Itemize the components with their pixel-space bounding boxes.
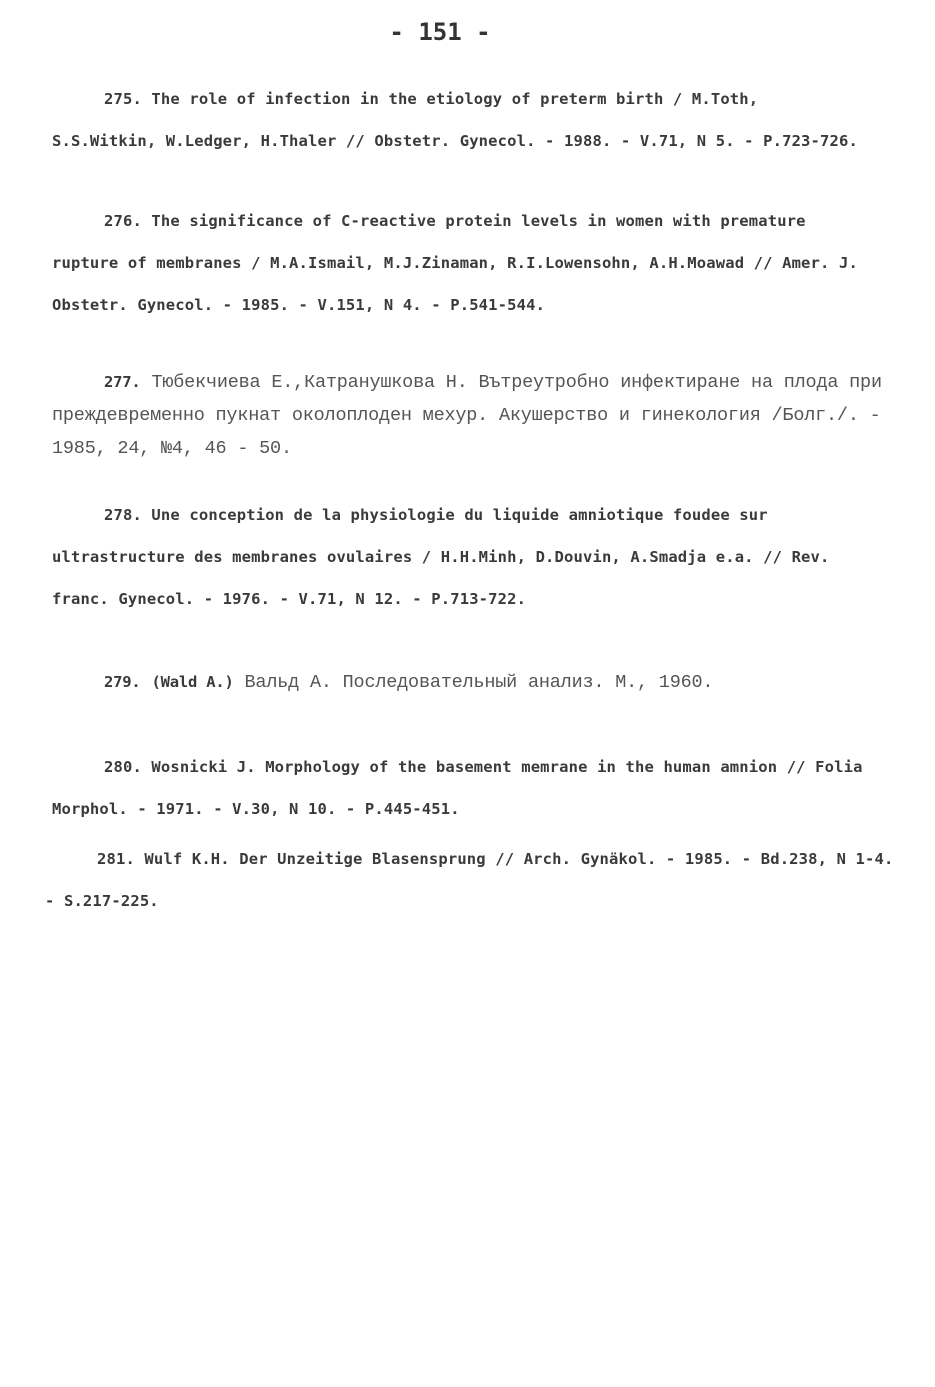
- entry-number: 275.: [104, 90, 142, 108]
- entry-original-author: (Wald A.): [151, 673, 234, 691]
- entry-number: 280.: [104, 758, 142, 776]
- reference-entry-281: [45, 838, 903, 922]
- entry-number: 281.: [97, 850, 135, 868]
- reference-entry-279: [52, 666, 872, 699]
- entry-number: 278.: [104, 506, 142, 524]
- entry-text: The significance of C-reactive protein levels in women with premature rupture of membranes / M.A.Ismail, M.J.Zinaman, R.I.Lowensohn, A.H.Moawad // Amer. J. Obstetr. Gynecol. - 1985. - V.151, N 4. - P.541-544.: [52, 212, 868, 314]
- entry-text: Wosnicki J. Morphology of the basement memrane in the human amnion // Folia Morphol. - 1971. - V.30, N 10. - P.445-451.: [52, 758, 873, 818]
- reference-entry-278: [52, 494, 872, 620]
- reference-entry-280: [52, 746, 892, 830]
- entry-text: Тюбекчиева Е.,Катранушкова Н. Вътреутробно инфектиране на плода при преждевременно пукнат околоплоден мехур. Акушерство и гинекология /Болг./. - 1985, 24, №4, 46 - 50.: [52, 372, 893, 459]
- page-number: - 151 -: [389, 18, 491, 46]
- entry-text: Une conception de la physiologie du liquide amniotique foudee sur ultrastructure des membranes ovulaires / H.H.Minh, D.Douvin, A.Smadja e.a. // Rev. franc. Gynecol. - 1976. - V.71, N 12. - P.713-722.: [52, 506, 839, 608]
- entry-text: The role of infection in the etiology of preterm birth / M.Toth, S.S.Witkin, W.Ledger, H.Thaler // Obstetr. Gynecol. - 1988. - V.71, N 5. - P.723-726.: [52, 90, 858, 150]
- reference-entry-277: [52, 366, 893, 465]
- entry-text: Wulf K.H. Der Unzeitige Blasensprung // Arch. Gynäkol. - 1985. - Bd.238, N 1-4. - S.217-225.: [45, 850, 903, 910]
- reference-entry-276: [52, 200, 872, 326]
- entry-text: Вальд А. Последовательный анализ. М., 1960.: [244, 672, 714, 693]
- reference-entry-275: [52, 78, 872, 162]
- entry-number: 277.: [104, 373, 141, 391]
- entry-number: 276.: [104, 212, 142, 230]
- entry-number: 279.: [104, 673, 141, 691]
